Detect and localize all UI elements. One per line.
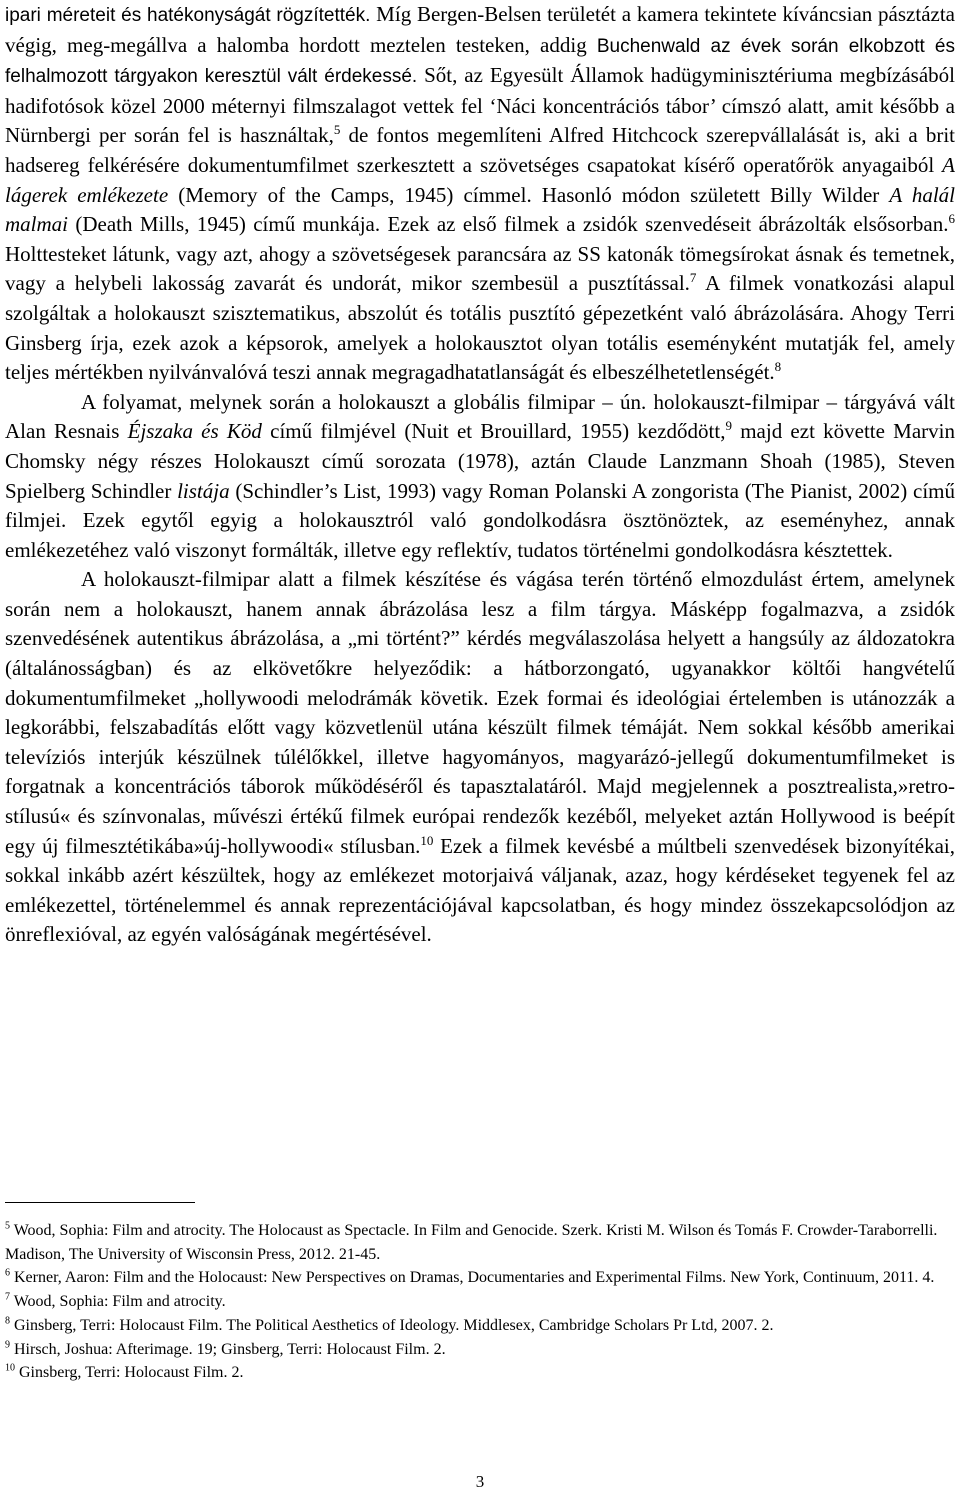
footnote-8 xyxy=(5,1314,945,1338)
footnote-number: 6 xyxy=(5,1268,10,1280)
text-run: (Memory of the Camps, 1945) címmel. Hasonló módon született Billy Wilder xyxy=(168,182,890,207)
text-run: Holttesteket látunk, vagy azt, ahogy a szövetségesek parancsára az SS katonák tömegsírokat ásnak és temetnek, vagy a helybeli lakosság zavarát és undorát, mikor szembesül a pusztítással. xyxy=(5,241,955,296)
text-run: ipari méreteit és hatékonyságát rögzítették. xyxy=(5,5,371,26)
footnote-10 xyxy=(5,1361,945,1385)
footnote-7 xyxy=(5,1290,945,1314)
footnote-text: Kerner, Aaron: Film and the Holocaust: New Perspectives on Dramas, Documentaries and Experimental Films. New York, Continuum, 2011. 4. xyxy=(14,1269,935,1287)
footnote-ref-6[interactable]: 6 xyxy=(948,211,955,227)
footnote-number: 10 xyxy=(5,1362,15,1374)
paragraph-1 xyxy=(5,0,955,388)
footnote-ref-5[interactable]: 5 xyxy=(333,122,341,138)
footnote-ref-8[interactable]: 8 xyxy=(774,359,782,375)
footnote-number: 7 xyxy=(5,1291,10,1303)
text-run: A holokauszt-filmipar alatt a filmek készítése és vágása terén történő elmozdulást értem, amelynek során nem a holokauszt, hanem annak ábrázolása lesz a film tárgya. Másképp fogalmazva, a zsidók szenvedésének autentikus ábrázolása, a „mi történt?” kérdés megválaszolása helyett a hangsúly az áldozatokra (általánosságban) és az elkövetőkre helyeződik: a hátborzongató, ugyanakkor költői hangvételű dokumentumfilmeket „hollywoodi melodrámák követik. Ezek formai és ideológiai értelemben is utánozzák a legkorábbi, felszabadítás előtt vagy közvetlenül utána készült filmek témáját. Nem sokkal később amerikai televíziós interjúk készülnek túlélőkkel, illetve hagyományos, magyarázó-jellegű dokumentumfilmeket is forgatnak a koncentrációs táborok működéséről és tapasztalatáról. Majd megjelennek a posztrealista,»retro-stílusú« és színvonalas, művészi értékű filmek európai rendezők kezéből, melyeket aztán Hollywood is beépít egy új filmesztétikába»új-hollywoodi« stílusban. xyxy=(5,567,955,858)
footnote-text: Hirsch, Joshua: Afterimage. 19; Ginsberg, Terri: Holocaust Film. 2. xyxy=(14,1340,446,1358)
text-run: A folyamat, melynek során a holokauszt a globális filmipar – ún. holokauszt-filmipar – tárgyává vált Alan Resnais xyxy=(5,389,955,444)
footnote-number: 9 xyxy=(5,1339,10,1351)
paragraph-2 xyxy=(5,388,955,566)
text-run: majd ezt követte Marvin Chomsky négy részes Holokauszt című sorozata (1978), aztán Claude Lanzmann Shoah (1985), Steven Spielberg Schindler xyxy=(5,419,955,503)
text-run: (Death Mills, 1945) című munkája. Ezek az első filmek a zsidók szenvedéseit ábrázolták elsősorban. xyxy=(68,212,949,237)
footnote-text: Wood, Sophia: Film and atrocity. xyxy=(13,1293,226,1311)
text-run: Sőt, az Egyesült Államok hadügyminisztériuma megbízásából hadifotósok közel 2000 méternyi filmszalagot vettek fel ‘Náci koncentrációs tábor’ címszó alatt, amit később a Nürnbergi per során fel is használtak, xyxy=(5,63,955,148)
footnote-ref-10[interactable]: 10 xyxy=(420,832,434,848)
footnote-text: Ginsberg, Terri: Holocaust Film. The Political Aesthetics of Ideology. Middlesex, Cambridge Scholars Pr Ltd, 2007. 2. xyxy=(14,1316,774,1334)
text-run: Ezek a filmek kevésbé a múltbeli szenvedések bizonyítékai, sokkal inkább azért készültek, hogy az emlékezet motorjaivá váljanak, azaz, hogy kérdéseket tegyenek fel az emlékezettel, történelemmel és annak reprezentációjával kapcsolatban, és hogy mindez összekapcsolódjon az önreflexióval, az egyén valóságának megértésével. xyxy=(5,833,955,947)
footnote-number: 5 xyxy=(5,1220,10,1232)
footnote-number: 8 xyxy=(5,1315,10,1327)
italic-title: A lágerek emlékezete xyxy=(5,152,955,207)
text-run: A filmek vonatkozási alapul szolgáltak a holokauszt szisztematikus, abszolút és totális pusztító gépezetként való ábrázolására. Ahogy Terri Ginsberg írja, ezek azok a képsorok, amelyek a holokausztot olyan totális eseményként mutatják fel, amely teljes mértékben nyilvánvalóvá teszi annak megragadhatatlanságát és elbeszélhetetlenségét. xyxy=(5,271,955,385)
body-text xyxy=(5,0,955,950)
page-number: 3 xyxy=(475,1472,485,1491)
footnote-5 xyxy=(5,1219,945,1266)
footnote-ref-9[interactable]: 9 xyxy=(725,418,732,434)
footnote-text: Wood, Sophia: Film and atrocity. The Holocaust as Spectacle. In Film and Genocide. Szerk. Kristi M. Wilson és Tomás F. Crowder-Taraborrelli. Madison, The University of Wisconsin Press, 2012. 21-45. xyxy=(5,1222,938,1263)
text-run: (Schindler’s List, 1993) vagy Roman Polanski A zongorista (The Pianist, 2002) című filmjei. Ezek egytől egyig a holokausztról való gondolkodásra ösztönöztek, az eseményhez, annak emlékezetéhez való viszonyt formálták, illetve egy reflektív, tudatos történelmi gondolkodásra késztettek. xyxy=(5,478,955,562)
text-run: Buchenwald az évek során elkobzott és felhalmozott tárgyakon keresztül vált érdekessé. xyxy=(5,35,955,88)
footnote-6 xyxy=(5,1266,945,1290)
footnote-9 xyxy=(5,1338,945,1362)
text-run: című filmjével (Nuit et Brouillard, 1955) kezdődött, xyxy=(261,419,726,444)
text-run: Míg Bergen-Belsen területét a kamera tekintete kíváncsian pásztázta végig, meg-megállva a halomba hordott meztelen testeken, addig xyxy=(5,2,955,57)
italic-title: listája xyxy=(177,478,230,503)
footnote-separator xyxy=(5,1202,195,1203)
footnotes xyxy=(5,1219,945,1385)
paragraph-3 xyxy=(5,565,955,950)
italic-title: Éjszaka és Köd xyxy=(127,419,262,444)
footnote-ref-7[interactable]: 7 xyxy=(689,270,697,286)
footnote-text: Ginsberg, Terri: Holocaust Film. 2. xyxy=(19,1364,244,1382)
italic-title: A halál malmai xyxy=(5,182,956,237)
text-run: de fontos megemlíteni Alfred Hitchcock szerepvállalását is, aki a brit hadsereg felkérésére dokumentumfilmet szerkesztett a szövetséges csapatokat kísérő operatőrök anyagaiból xyxy=(5,123,955,177)
